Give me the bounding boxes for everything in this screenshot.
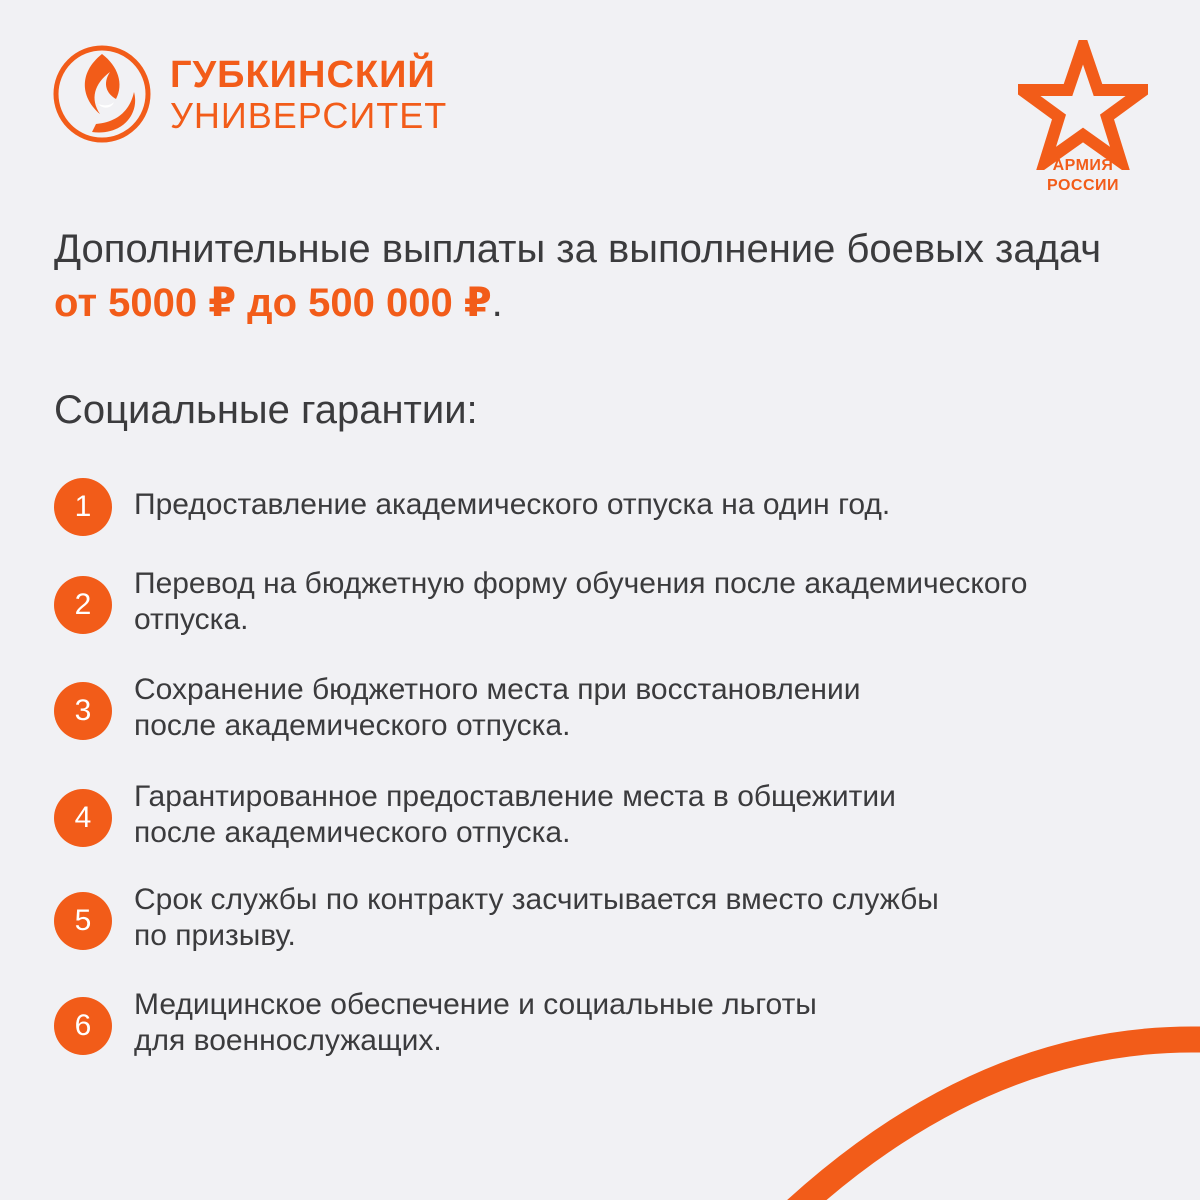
number-badge: 5: [54, 892, 112, 950]
army-label-line2: РОССИИ: [1046, 177, 1119, 194]
headline-text: Дополнительные выплаты за выполнение боевых задач: [54, 227, 1102, 271]
list-item-line2: для военнослужащих.: [134, 1024, 442, 1057]
list-item-line1: Медицинское обеспечение и социальные льготы: [134, 988, 817, 1021]
number-badge: 2: [54, 576, 112, 634]
list-item-text: [134, 487, 1144, 523]
list-item-line1: Срок службы по контракту засчитывается вместо службы: [134, 883, 939, 916]
list-item-line2: после академического отпуска.: [134, 709, 571, 742]
list-item-line2: отпуска.: [134, 603, 249, 636]
list-item-line1: Перевод на бюджетную форму обучения после академического: [134, 567, 1028, 600]
university-name-line2: УНИВЕРСИТЕТ: [170, 95, 448, 136]
university-logo: [52, 44, 448, 144]
university-name-line1: ГУБКИНСКИЙ: [170, 54, 436, 96]
list-item-text: [134, 566, 1144, 638]
list-item-text: [134, 779, 1144, 851]
list-item-line1: Сохранение бюджетного места при восстановлении: [134, 673, 861, 706]
headline: [54, 222, 1154, 330]
flame-logo-icon: [52, 44, 152, 144]
list-item-line1: Гарантированное предоставление места в общежитии: [134, 780, 896, 813]
list-item-text: [134, 882, 1144, 954]
headline-payment-range: от 5000 ₽ до 500 000 ₽: [54, 281, 492, 325]
list-item-text: [134, 672, 1144, 744]
list-item-line2: после академического отпуска.: [134, 816, 571, 849]
number-badge: 6: [54, 997, 112, 1055]
army-label-line1: АРМИЯ: [1052, 157, 1114, 174]
list-item-line2: по призыву.: [134, 919, 296, 952]
list-item-text: [134, 987, 1144, 1059]
section-title: Социальные гарантии:: [54, 388, 478, 432]
number-badge: 1: [54, 478, 112, 536]
list-item-line1: Предоставление академического отпуска на один год.: [134, 488, 891, 521]
headline-period: .: [491, 281, 503, 325]
number-badge: 3: [54, 682, 112, 740]
army-russia-logo: [1018, 40, 1148, 200]
army-star-icon: [1018, 40, 1148, 170]
number-badge: 4: [54, 789, 112, 847]
